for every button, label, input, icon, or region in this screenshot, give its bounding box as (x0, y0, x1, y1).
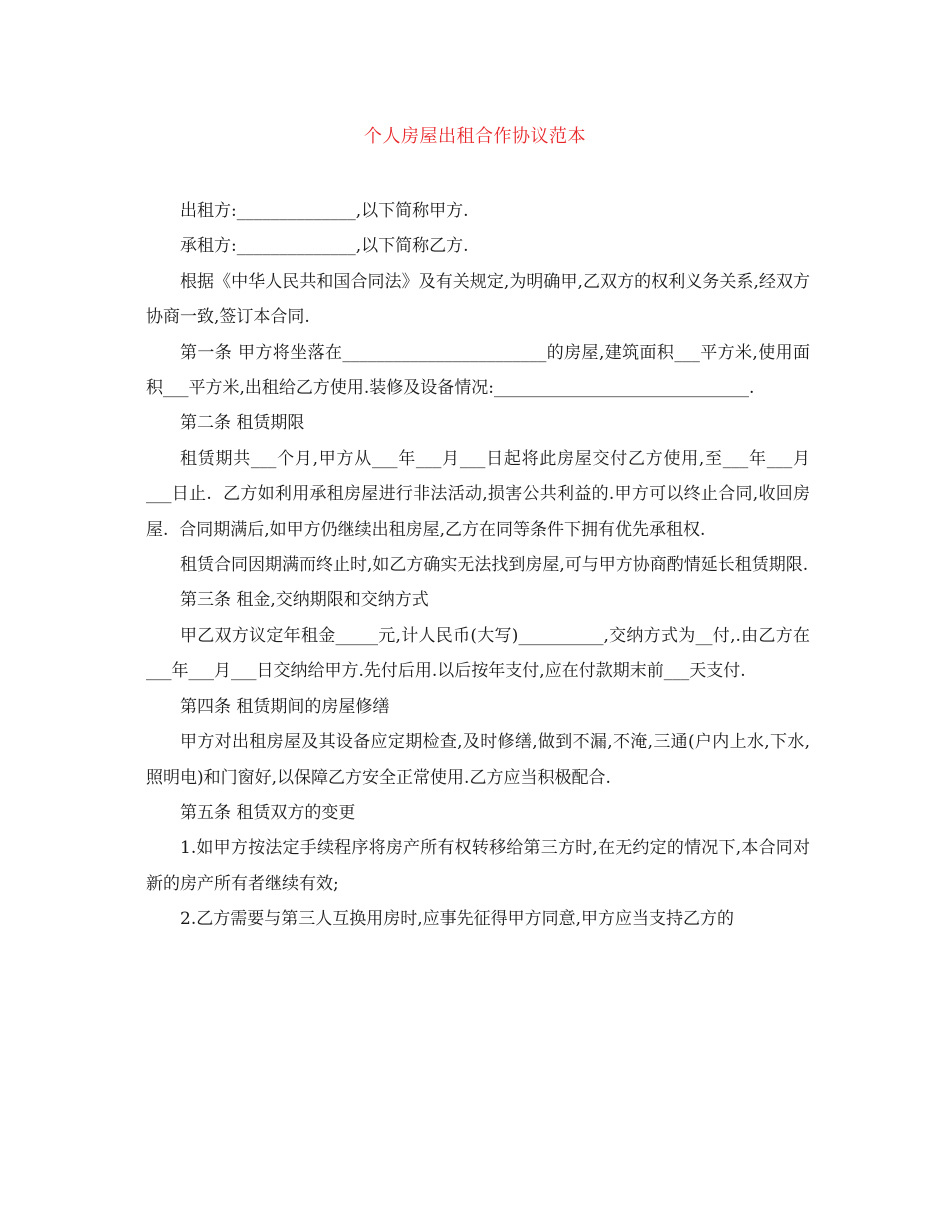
rent-payment-paragraph: 甲乙双方议定年租金_____元,计人民币(大写)__________,交纳方式为__付,.由乙方在___年___月___日交纳给甲方.先付后用.以后按年支付,应在付款期末前___天支付. (146, 625, 810, 682)
change-clause-2: 2.乙方需要与第三人互换用房时,应事先征得甲方同意,甲方应当支持乙方的 (180, 909, 735, 930)
lease-extension-paragraph: 租赁合同因期满而终止时,如乙方确实无法找到房屋,可与甲方协商酌情延长租赁期限. (180, 555, 809, 576)
article-4-heading: 第四条 租赁期间的房屋修缮 (180, 696, 390, 717)
document-body (146, 194, 810, 938)
change-clause-1: 1.如甲方按法定手续程序将房产所有权转移给第三方时,在无约定的情况下,本合同对新的房产所有者继续有效; (146, 838, 810, 894)
article-5-heading: 第五条 租赁双方的变更 (180, 802, 356, 823)
repair-paragraph: 甲方对出租房屋及其设备应定期检查,及时修缮,做到不漏,不淹,三通(户内上水,下水,照明电)和门窗好,以保障乙方安全正常使用.乙方应当积极配合. (146, 732, 810, 788)
preamble-paragraph: 根据《中华人民共和国合同法》及有关规定,为明确甲,乙双方的权利义务关系,经双方协商一致,签订本合同. (146, 271, 810, 328)
lessor-line: 出租方:______________,以下简称甲方. (180, 201, 469, 221)
article-2-heading: 第二条 租赁期限 (180, 413, 305, 434)
lessee-line: 承租方:______________,以下简称乙方. (180, 236, 469, 257)
lease-term-paragraph: 租赁期共___个月,甲方从___年___月___日起将此房屋交付乙方使用,至___年___月___日止. 乙方如利用承租房屋进行非法活动,损害公共利益的.甲方可以终止合同,收回房屋. 合同期满后,如甲方仍继续出租房屋,乙方在同等条件下拥有优先承租权. (146, 448, 810, 540)
article-3-heading: 第三条 租金,交纳期限和交纳方式 (180, 590, 429, 611)
document-title: 个人房屋出租合作协议范本 (364, 126, 586, 147)
article-1-paragraph: 第一条 甲方将坐落在________________________的房屋,建筑面积___平方米,使用面积___平方米,出租给乙方使用.装修及设备情况:______________________________. (146, 342, 810, 399)
